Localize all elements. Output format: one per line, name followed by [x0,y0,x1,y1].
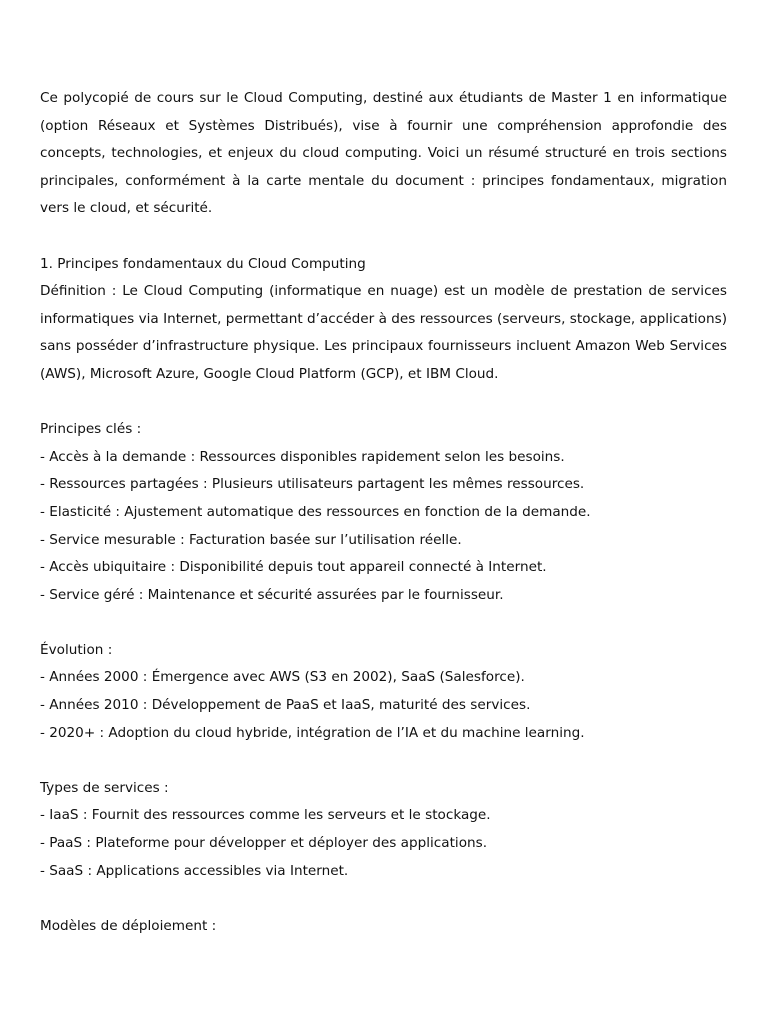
spacer [40,747,727,775]
evolution-list [40,664,727,747]
intro-paragraph: Ce polycopié de cours sur le Cloud Computing, destiné aux étudiants de Master 1 en informatique (option Réseaux et Systèmes Distribués), vise à fournir une compréhension approfondie des concepts, technologies, et enjeux du cloud computing. Voici un résumé structuré en trois sections principales, conformément à la carte mentale du document : principes fondamentaux, migration vers le cloud, et sécurité. [40,90,727,217]
list-item: - Années 2010 : Développement de PaaS et IaaS, maturité des services. [40,697,531,714]
list-item: - 2020+ : Adoption du cloud hybride, intégration de l’IA et du machine learning. [40,724,585,741]
list-item: - Service mesurable : Facturation basée sur l’utilisation réelle. [40,531,462,548]
list-item: - Accès ubiquitaire : Disponibilité depuis tout appareil connecté à Internet. [40,559,547,576]
list-item: - Années 2000 : Émergence avec AWS (S3 en 2002), SaaS (Salesforce). [40,669,525,686]
list-item: - Ressources partagées : Plusieurs utilisateurs partagent les mêmes ressources. [40,476,585,493]
section-heading: 1. Principes fondamentaux du Cloud Computing [40,255,366,272]
spacer [40,609,727,637]
list-item: - Service géré : Maintenance et sécurité assurées par le fournisseur. [40,586,504,603]
list-item: - Elasticité : Ajustement automatique des ressources en fonction de la demande. [40,503,591,520]
deployment-heading: Modèles de déploiement : [40,917,217,934]
principles-heading: Principes clés : [40,421,142,438]
list-item: - Accès à la demande : Ressources disponibles rapidement selon les besoins. [40,448,565,465]
list-item: - IaaS : Fournit des ressources comme les serveurs et le stockage. [40,807,491,824]
list-item: - PaaS : Plateforme pour développer et déployer des applications. [40,835,488,852]
spacer [40,885,727,913]
principles-list [40,444,727,610]
list-item: - SaaS : Applications accessibles via Internet. [40,862,349,879]
document-page [40,85,727,940]
spacer [40,223,727,251]
evolution-heading: Évolution : [40,641,113,658]
spacer [40,389,727,417]
service-types-list [40,802,727,885]
service-types-heading: Types de services : [40,779,169,796]
definition-paragraph: Définition : Le Cloud Computing (informatique en nuage) est un modèle de prestation de services informatiques via Internet, permettant d’accéder à des ressources (serveurs, stockage, applications) sans posséder d’infrastructure physique. Les principaux fournisseurs incluent Amazon Web Services (AWS), Microsoft Azure, Google Cloud Platform (GCP), et IBM Cloud. [40,283,727,382]
